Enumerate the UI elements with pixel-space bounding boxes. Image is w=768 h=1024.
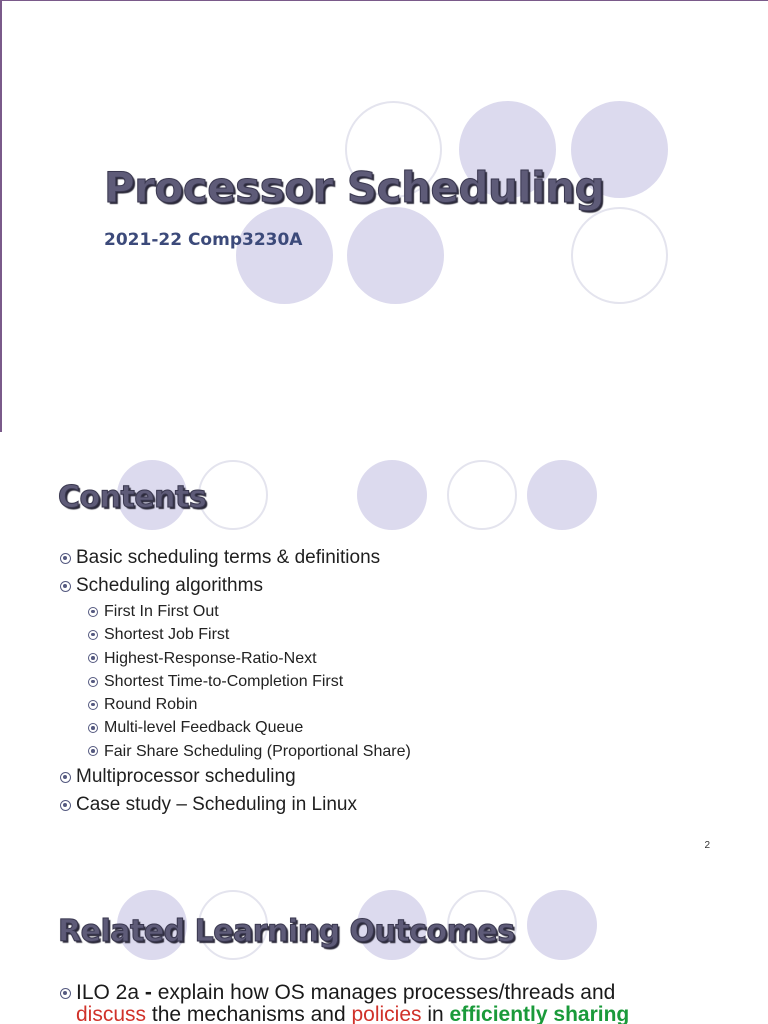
page-number: 2 (704, 840, 710, 851)
bullet-icon (88, 653, 98, 663)
decor-circle (347, 207, 444, 304)
list-item: Basic scheduling terms & definitions (58, 544, 411, 572)
list-item: Scheduling algorithms (58, 572, 411, 600)
bullet-icon (60, 581, 71, 592)
bullet-icon (88, 677, 98, 687)
contents-title: Contents (58, 480, 207, 515)
outcomes-slide (0, 862, 768, 1024)
decor-circle (527, 890, 597, 960)
emphasis-discuss: discuss (76, 1003, 147, 1024)
outcomes-title: Related Learning Outcomes (58, 914, 515, 949)
decor-circle (357, 460, 427, 530)
decor-circle (198, 460, 268, 530)
decor-circle (571, 207, 668, 304)
bullet-icon (88, 746, 98, 756)
bullet-icon (60, 772, 71, 783)
ilo-paragraph: ILO 2a - explain how OS manages processes/threads and discuss the mechanisms and policies in efficiently sharing (58, 982, 629, 1024)
emphasis-policies: policies (351, 1003, 422, 1024)
decor-circle (527, 460, 597, 530)
bullet-icon (88, 630, 98, 640)
list-item: Shortest Time-to-Completion First (58, 670, 411, 693)
list-item: Multiprocessor scheduling (58, 763, 411, 791)
title-slide (0, 0, 768, 432)
contents-list (58, 544, 411, 819)
decor-circle (447, 460, 517, 530)
list-item: First In First Out (58, 600, 411, 623)
contents-slide (0, 432, 768, 862)
list-item: Round Robin (58, 693, 411, 716)
bullet-icon (88, 700, 98, 710)
ilo-label: ILO 2a (76, 981, 140, 1004)
decor-circle (236, 207, 333, 304)
list-item: Shortest Job First (58, 623, 411, 646)
bullet-icon (60, 800, 71, 811)
course-code: 2021-22 Comp3230A (104, 230, 303, 250)
bullet-icon (88, 723, 98, 733)
bullet-icon (88, 607, 98, 617)
list-item: Highest-Response-Ratio-Next (58, 647, 411, 670)
bullet-icon (60, 988, 71, 999)
list-item: Multi-level Feedback Queue (58, 716, 411, 739)
list-item: Case study – Scheduling in Linux (58, 791, 411, 819)
bullet-icon (60, 553, 71, 564)
emphasis-efficient: efficiently sharing (449, 1003, 630, 1024)
list-item: Fair Share Scheduling (Proportional Share) (58, 740, 411, 763)
slide-title: Processor Scheduling (104, 163, 605, 212)
